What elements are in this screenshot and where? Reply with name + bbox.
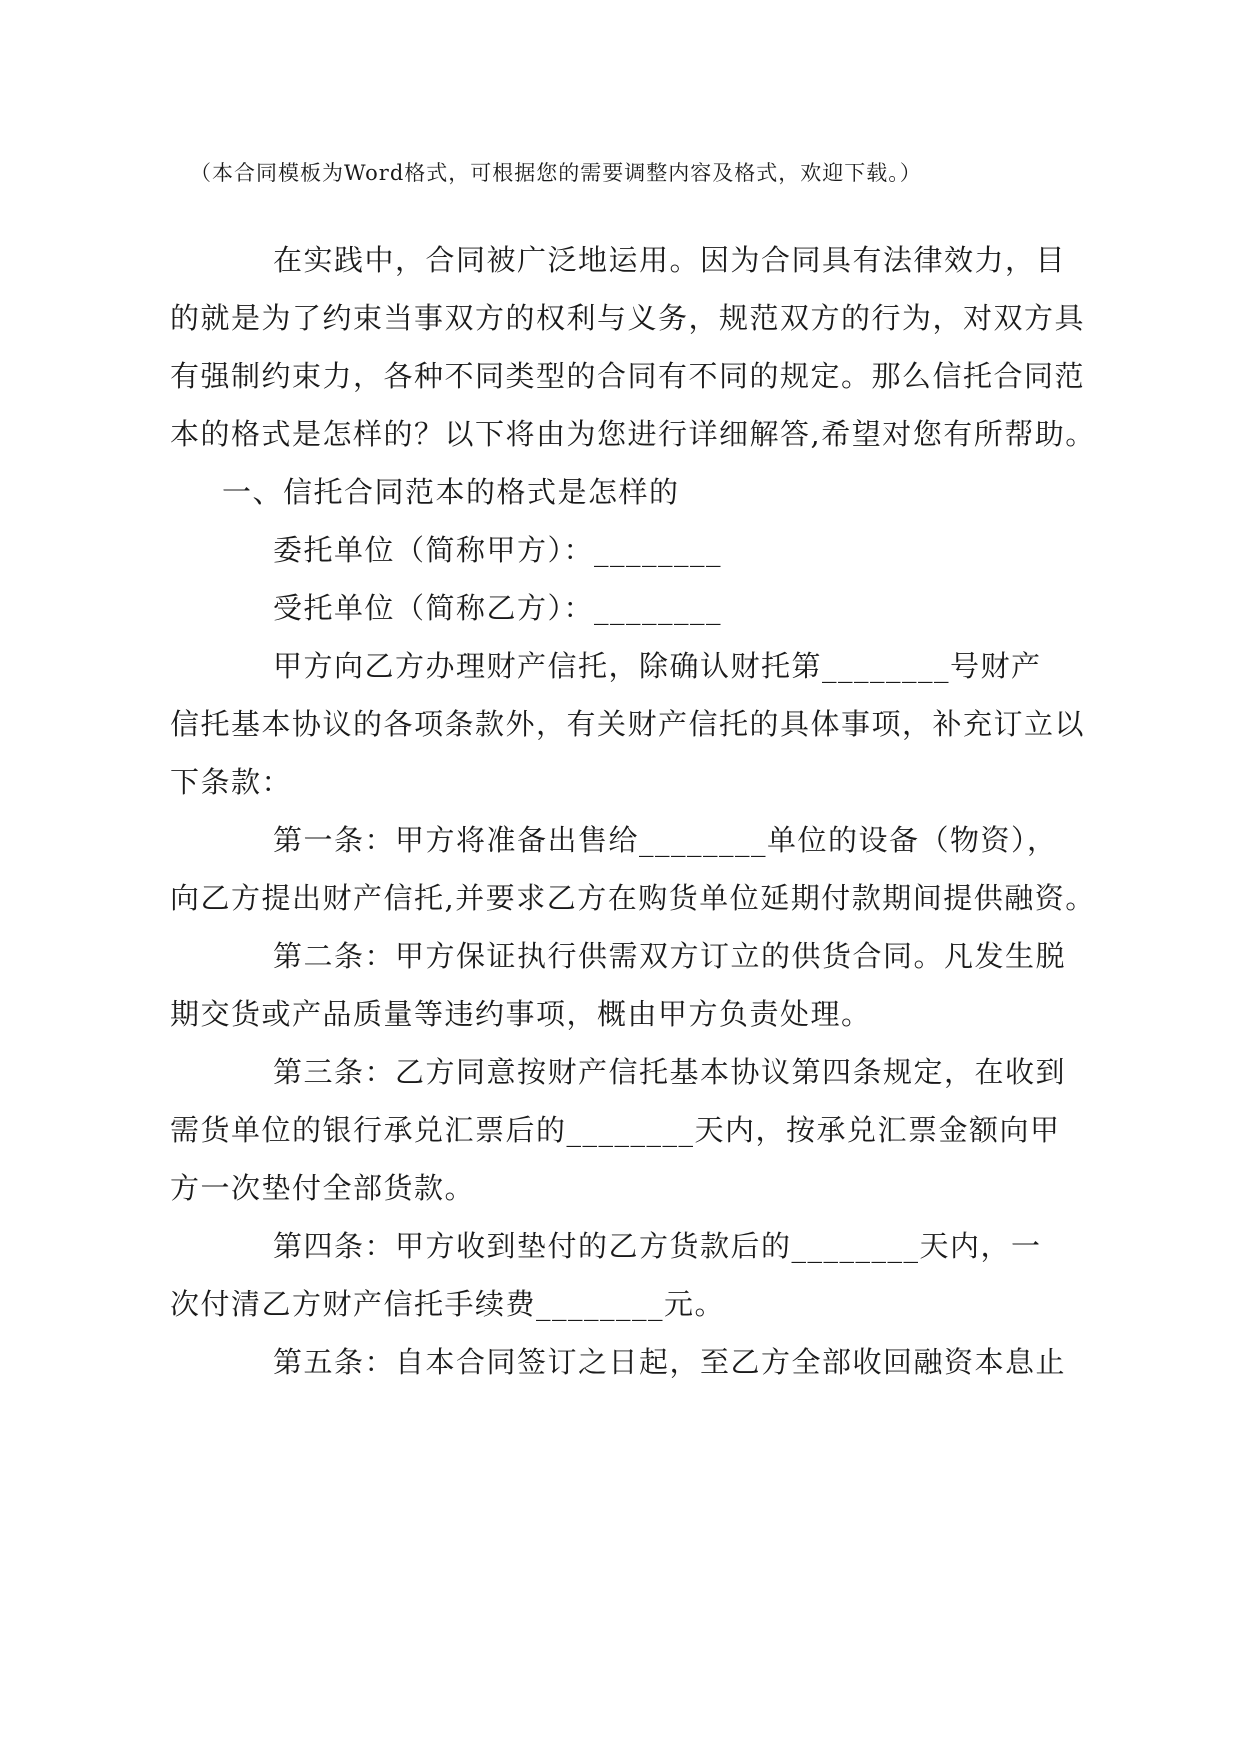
- article-2-line-2: 期交货或产品质量等违约事项，概由甲方负责处理。: [170, 997, 872, 1031]
- intro-line-3: 有强制约束力，各种不同类型的合同有不同的规定。那么信托合同范: [170, 359, 1086, 393]
- intro-line-4: 本的格式是怎样的？以下将由为您进行详细解答,希望对您有所帮助。: [170, 417, 1096, 451]
- preamble-line-3: 下条款：: [170, 765, 293, 799]
- party-a-line: 委托单位（简称甲方）：________: [273, 533, 723, 567]
- party-b-line: 受托单位（简称乙方）：________: [273, 591, 723, 625]
- article-4-line-1: 第四条：甲方收到垫付的乙方货款后的________天内，一: [273, 1229, 1042, 1263]
- article-1-line-1: 第一条：甲方将准备出售给________单位的设备（物资），: [273, 823, 1058, 857]
- preamble-line-2: 信托基本协议的各项条款外，有关财产信托的具体事项，补充订立以: [170, 707, 1086, 741]
- intro-line-1: 在实践中，合同被广泛地运用。因为合同具有法律效力，目: [273, 243, 1067, 277]
- article-1-line-2: 向乙方提出财产信托,并要求乙方在购货单位延期付款期间提供融资。: [170, 881, 1096, 915]
- article-2-line-1: 第二条：甲方保证执行供需双方订立的供货合同。凡发生脱: [273, 939, 1067, 973]
- article-4-line-2: 次付清乙方财产信托手续费________元。: [170, 1287, 726, 1321]
- intro-line-2: 的就是为了约束当事双方的权利与义务，规范双方的行为，对双方具: [170, 301, 1086, 335]
- article-3-line-3: 方一次垫付全部货款。: [170, 1171, 476, 1205]
- article-3-line-2: 需货单位的银行承兑汇票后的________天内，按承兑汇票金额向甲: [170, 1113, 1061, 1147]
- template-note: （本合同模板为Word格式，可根据您的需要调整内容及格式，欢迎下载。）: [190, 161, 922, 185]
- article-5-line-1: 第五条：自本合同签订之日起，至乙方全部收回融资本息止: [273, 1345, 1067, 1379]
- section-heading: 一、信托合同范本的格式是怎样的: [222, 475, 680, 509]
- article-3-line-1: 第三条：乙方同意按财产信托基本协议第四条规定，在收到: [273, 1055, 1067, 1089]
- preamble-line-1: 甲方向乙方办理财产信托，除确认财托第________号财产: [273, 649, 1042, 683]
